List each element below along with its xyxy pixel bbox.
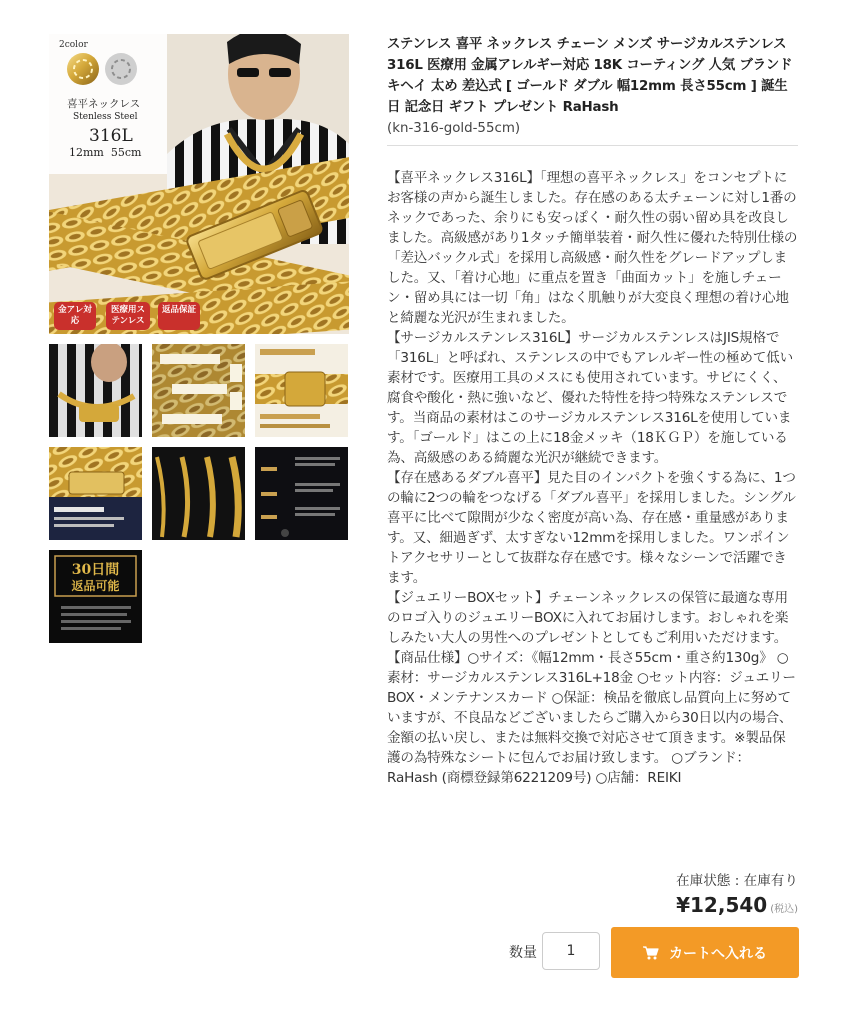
thumbnail-3-image xyxy=(255,344,348,437)
thumbnail-5[interactable] xyxy=(152,447,245,540)
thumbnail-5-image xyxy=(152,447,245,540)
tag-allergy: 金アレ対応 xyxy=(58,305,92,326)
caption-material: Stenless Steel xyxy=(73,112,138,122)
thumbnail-2[interactable] xyxy=(152,344,245,437)
description-paragraph: 【ジュエリーBOXセット】チェーンネックレスの保管に最適な専用のロゴ入りのジュエリーBOXに入れてお届けします。おしゃれを楽しみたい大人の男性へのプレゼントとしてもご利用いただけます。 xyxy=(387,590,789,646)
product-gallery xyxy=(49,34,349,593)
main-image-graphic xyxy=(49,34,349,334)
product-sku: (kn-316-gold-55cm) xyxy=(387,121,521,136)
stock-status: 在庫状態 : 在庫有り xyxy=(676,873,798,889)
quantity-input[interactable] xyxy=(542,932,600,970)
add-to-cart-button[interactable] xyxy=(611,927,799,978)
cart-icon xyxy=(643,946,659,960)
thumbnail-2-image xyxy=(152,344,245,437)
tax-note: (税込) xyxy=(770,904,798,915)
thumbnail-1[interactable] xyxy=(49,344,142,437)
caption-size: 12mm 55cm xyxy=(69,146,142,159)
description-paragraph: 【サージカルステンレス316L】サージカルステンレスはJIS規格で「316L」と呼ばれ、ステンレスの中でもアレルギー性の極めて低い素材です。医療用工具のメスにも使用されています。サビにくく、腐食や酸化・熱に強いなど、優れた特性を持つ特殊なステンレスです。当商品の素材はこのサージカルステンレス316Lを使用しています。「ゴールド」はこの上に18金メッキ（18ＫＧＰ）を施している為、高級感のある綺麗な光沢が継続できます。 xyxy=(387,330,793,466)
price-block xyxy=(676,893,798,917)
add-to-cart-label: カートへ入れる xyxy=(669,945,767,962)
caption-kihei: 喜平ネックレス xyxy=(67,98,141,110)
product-description xyxy=(387,168,798,788)
thumbnail-7-line2: 返品可能 xyxy=(71,579,120,593)
thumbnail-6-image xyxy=(255,447,348,540)
thumbnail-6[interactable] xyxy=(255,447,348,540)
thumbnail-4-image xyxy=(49,447,142,540)
thumbnail-7[interactable] xyxy=(49,550,142,643)
thumbnail-3[interactable] xyxy=(255,344,348,437)
description-paragraph: 【商品仕様】○サイズ：《幅12mm・長さ55cm・重さ約130g》 ○素材：サージカルステンレス316L+18金 ○セット内容：ジュエリーBOX・メンテナンスカード ○保証：検品を徹底し品質向上に努めていますが、不良品などございましたらご購入から30日以内の場合、金額の払い戻し、または無料交換で対応させて頂きます。※製品保護の為特殊なシートに包んでお届け致します。 ○ブランド：RaHash (商標登録第6221209号) ○店舗：REIKI xyxy=(387,650,796,786)
thumbnail-7-line1: 30日間 xyxy=(71,562,120,578)
title-divider xyxy=(387,145,798,146)
thumbnail-4[interactable] xyxy=(49,447,142,540)
quantity-label: 数量 xyxy=(509,945,537,961)
caption-grade: 316L xyxy=(89,126,133,146)
thumbnail-1-image xyxy=(49,344,142,437)
color-count-text: 2color xyxy=(59,40,88,50)
product-info xyxy=(387,34,798,788)
product-title: ステンレス 喜平 ネックレス チェーン メンズ サージカルステンレス 316L 医療用 金属アレルギー対応 18K コーティング 人気 ブランド キヘイ 太め 差込式 [ ゴールド ダブル 幅12mm 長さ55cm ] 誕生日 記念日 ギフト プレゼント RaHash xyxy=(387,37,793,115)
tag-medical: 医療用ステンレス xyxy=(110,305,145,326)
main-product-image[interactable] xyxy=(49,34,349,334)
description-paragraph: 【喜平ネックレス316L】「理想の喜平ネックレス」をコンセプトにお客様の声から誕生しました。存在感のある太チェーンに対し1番のネックであった、余りにも安っぽく・耐久性の弱い留め具を改良しました。高級感があり1タッチ簡単装着・耐久性に優れた特別仕様の「差込バックル式」を採用し高級感・耐久性をグレードアップしました。又、「着け心地」に重点を置き「曲面カット」を施しチェーン・留め具には一切「角」はなく肌触りが大変良く理想の着け心地と綺麗な光沢が生まれました。 xyxy=(387,170,798,326)
description-paragraph: 【存在感あるダブル喜平】見た目のインパクトを強くする為に、1つの輪に2つの輪をつなげる「ダブル喜平」を採用しました。シングル喜平に比べて隙間が少なく密度が高い為、存在感・重量感があります。又、細過ぎず、太すぎない12mmを採用しました。ワンポイントアクセサリーとして抜群な存在感です。様々なシーンで活躍できます。 xyxy=(387,470,796,586)
tag-return: 返品保証 xyxy=(161,305,196,315)
price-amount: ¥12,540 xyxy=(676,893,768,917)
